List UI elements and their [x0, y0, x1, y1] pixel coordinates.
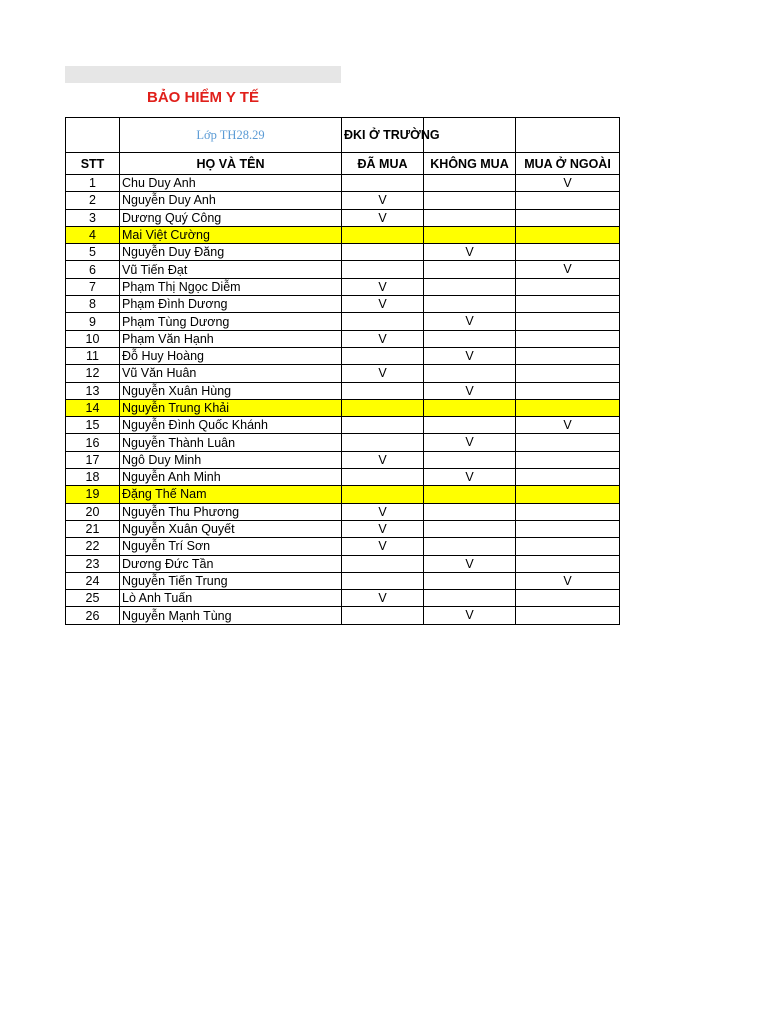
row-number-cell: 25: [66, 590, 120, 607]
da-mua-cell: V: [342, 538, 424, 555]
student-name-cell: Nguyễn Duy Anh: [120, 192, 342, 209]
da-mua-cell: V: [342, 330, 424, 347]
student-name-cell: Nguyễn Đình Quốc Khánh: [120, 417, 342, 434]
row-number-cell: 22: [66, 538, 120, 555]
mua-ngoai-cell: [516, 399, 620, 416]
mua-ngoai-cell: [516, 555, 620, 572]
table-row: [66, 434, 620, 451]
row-number-cell: 20: [66, 503, 120, 520]
table-row: [66, 226, 620, 243]
document-title: BẢO HIỂM Y TẾ: [147, 89, 259, 106]
row-number-cell: 10: [66, 330, 120, 347]
row-number-cell: 6: [66, 261, 120, 278]
row-number-cell: 12: [66, 365, 120, 382]
row-number-cell: 21: [66, 520, 120, 537]
table-row: [66, 209, 620, 226]
row-number-cell: 26: [66, 607, 120, 624]
khong-mua-cell: [424, 399, 516, 416]
khong-mua-cell: [424, 451, 516, 468]
mua-ngoai-cell: [516, 434, 620, 451]
table-row: [66, 572, 620, 589]
khong-mua-cell: [424, 538, 516, 555]
row-number-cell: 8: [66, 296, 120, 313]
student-name-cell: Lò Anh Tuấn: [120, 590, 342, 607]
mua-ngoai-cell: [516, 313, 620, 330]
khong-mua-cell: [424, 503, 516, 520]
insurance-table: [65, 117, 620, 625]
row-number-cell: 15: [66, 417, 120, 434]
khong-mua-cell: V: [424, 469, 516, 486]
header-cell-empty: [66, 118, 120, 153]
khong-mua-cell: [424, 296, 516, 313]
da-mua-cell: V: [342, 278, 424, 295]
mua-ngoai-cell: [516, 469, 620, 486]
mua-ngoai-cell: [516, 607, 620, 624]
table-header-row-2: [66, 153, 620, 175]
mua-ngoai-cell: [516, 226, 620, 243]
da-mua-cell: V: [342, 590, 424, 607]
da-mua-cell: [342, 261, 424, 278]
da-mua-cell: V: [342, 209, 424, 226]
row-number-cell: 23: [66, 555, 120, 572]
table-row: [66, 451, 620, 468]
mua-ngoai-cell: [516, 503, 620, 520]
student-name-cell: Phạm Thị Ngọc Diễm: [120, 278, 342, 295]
khong-mua-cell: [424, 365, 516, 382]
da-mua-cell: [342, 555, 424, 572]
student-name-cell: Vũ Tiến Đạt: [120, 261, 342, 278]
mua-ngoai-cell: [516, 520, 620, 537]
column-header-mua-ngoai: MUA Ở NGOÀI: [516, 153, 620, 175]
table-row: [66, 590, 620, 607]
column-header-khong-mua: KHÔNG MUA: [424, 153, 516, 175]
student-name-cell: Dương Quý Công: [120, 209, 342, 226]
khong-mua-cell: [424, 226, 516, 243]
row-number-cell: 19: [66, 486, 120, 503]
da-mua-cell: V: [342, 296, 424, 313]
da-mua-cell: [342, 244, 424, 261]
student-name-cell: Nguyễn Trung Khải: [120, 399, 342, 416]
column-header-stt: STT: [66, 153, 120, 175]
khong-mua-cell: [424, 261, 516, 278]
table-row: [66, 486, 620, 503]
khong-mua-cell: [424, 192, 516, 209]
table-row: [66, 417, 620, 434]
row-number-cell: 5: [66, 244, 120, 261]
student-name-cell: Nguyễn Thành Luân: [120, 434, 342, 451]
mua-ngoai-cell: V: [516, 572, 620, 589]
mua-ngoai-cell: V: [516, 417, 620, 434]
table-row: [66, 192, 620, 209]
student-name-cell: Phạm Tùng Dương: [120, 313, 342, 330]
khong-mua-cell: V: [424, 244, 516, 261]
khong-mua-cell: V: [424, 347, 516, 364]
table-row: [66, 175, 620, 192]
header-cell-empty-right: [516, 118, 620, 153]
mua-ngoai-cell: [516, 209, 620, 226]
table-row: [66, 244, 620, 261]
row-number-cell: 2: [66, 192, 120, 209]
mua-ngoai-cell: [516, 365, 620, 382]
table-header-row-1: [66, 118, 620, 153]
table-row: [66, 382, 620, 399]
row-number-cell: 9: [66, 313, 120, 330]
da-mua-cell: [342, 417, 424, 434]
da-mua-cell: [342, 572, 424, 589]
da-mua-cell: [342, 382, 424, 399]
da-mua-cell: [342, 226, 424, 243]
row-number-cell: 1: [66, 175, 120, 192]
da-mua-cell: [342, 434, 424, 451]
mua-ngoai-cell: [516, 590, 620, 607]
khong-mua-cell: [424, 278, 516, 295]
table-row: [66, 555, 620, 572]
header-gray-bar: [65, 66, 341, 83]
mua-ngoai-cell: V: [516, 261, 620, 278]
khong-mua-cell: V: [424, 607, 516, 624]
mua-ngoai-cell: [516, 192, 620, 209]
student-name-cell: Nguyễn Tiến Trung: [120, 572, 342, 589]
mua-ngoai-cell: [516, 451, 620, 468]
table-row: [66, 347, 620, 364]
da-mua-cell: V: [342, 451, 424, 468]
table-row: [66, 520, 620, 537]
row-number-cell: 13: [66, 382, 120, 399]
khong-mua-cell: [424, 590, 516, 607]
khong-mua-cell: [424, 209, 516, 226]
da-mua-cell: V: [342, 365, 424, 382]
student-name-cell: Nguyễn Xuân Quyết: [120, 520, 342, 537]
student-name-cell: Nguyễn Xuân Hùng: [120, 382, 342, 399]
table-row: [66, 313, 620, 330]
da-mua-cell: V: [342, 503, 424, 520]
da-mua-cell: V: [342, 520, 424, 537]
row-number-cell: 24: [66, 572, 120, 589]
student-name-cell: Phạm Văn Hạnh: [120, 330, 342, 347]
khong-mua-cell: [424, 175, 516, 192]
student-name-cell: Đỗ Huy Hoàng: [120, 347, 342, 364]
student-name-cell: Nguyễn Anh Minh: [120, 469, 342, 486]
table-row: [66, 365, 620, 382]
student-name-cell: Vũ Văn Huân: [120, 365, 342, 382]
row-number-cell: 3: [66, 209, 120, 226]
khong-mua-cell: V: [424, 313, 516, 330]
mua-ngoai-cell: [516, 296, 620, 313]
khong-mua-cell: V: [424, 555, 516, 572]
row-number-cell: 18: [66, 469, 120, 486]
student-name-cell: Dương Đức Tần: [120, 555, 342, 572]
table-row: [66, 330, 620, 347]
da-mua-cell: [342, 347, 424, 364]
khong-mua-cell: [424, 572, 516, 589]
student-name-cell: Phạm Đình Dương: [120, 296, 342, 313]
row-number-cell: 17: [66, 451, 120, 468]
column-header-name: HỌ VÀ TÊN: [120, 153, 342, 175]
row-number-cell: 7: [66, 278, 120, 295]
class-title: Lớp TH28.29: [120, 118, 342, 153]
da-mua-cell: [342, 469, 424, 486]
khong-mua-cell: [424, 330, 516, 347]
mua-ngoai-cell: [516, 382, 620, 399]
table-row: [66, 296, 620, 313]
khong-mua-cell: [424, 520, 516, 537]
khong-mua-cell: [424, 417, 516, 434]
column-header-da-mua: ĐÃ MUA: [342, 153, 424, 175]
mua-ngoai-cell: [516, 330, 620, 347]
row-number-cell: 11: [66, 347, 120, 364]
khong-mua-cell: [424, 486, 516, 503]
table-row: [66, 261, 620, 278]
row-number-cell: 14: [66, 399, 120, 416]
registration-header: ĐKI Ở TRƯỜNG: [342, 118, 424, 153]
table-row: [66, 538, 620, 555]
da-mua-cell: [342, 175, 424, 192]
da-mua-cell: [342, 399, 424, 416]
khong-mua-cell: V: [424, 434, 516, 451]
student-name-cell: Nguyễn Thu Phương: [120, 503, 342, 520]
khong-mua-cell: V: [424, 382, 516, 399]
row-number-cell: 16: [66, 434, 120, 451]
student-name-cell: Nguyễn Mạnh Tùng: [120, 607, 342, 624]
student-name-cell: Mai Việt Cường: [120, 226, 342, 243]
student-name-cell: Nguyễn Trí Sơn: [120, 538, 342, 555]
mua-ngoai-cell: [516, 538, 620, 555]
mua-ngoai-cell: [516, 244, 620, 261]
student-name-cell: Nguyễn Duy Đăng: [120, 244, 342, 261]
table-row: [66, 607, 620, 624]
table-row: [66, 399, 620, 416]
mua-ngoai-cell: V: [516, 175, 620, 192]
da-mua-cell: [342, 607, 424, 624]
mua-ngoai-cell: [516, 347, 620, 364]
da-mua-cell: [342, 313, 424, 330]
table-row: [66, 503, 620, 520]
da-mua-cell: V: [342, 192, 424, 209]
table-row: [66, 469, 620, 486]
row-number-cell: 4: [66, 226, 120, 243]
mua-ngoai-cell: [516, 486, 620, 503]
student-name-cell: Chu Duy Anh: [120, 175, 342, 192]
mua-ngoai-cell: [516, 278, 620, 295]
table-row: [66, 278, 620, 295]
student-name-cell: Ngô Duy Minh: [120, 451, 342, 468]
student-name-cell: Đặng Thế Nam: [120, 486, 342, 503]
da-mua-cell: [342, 486, 424, 503]
